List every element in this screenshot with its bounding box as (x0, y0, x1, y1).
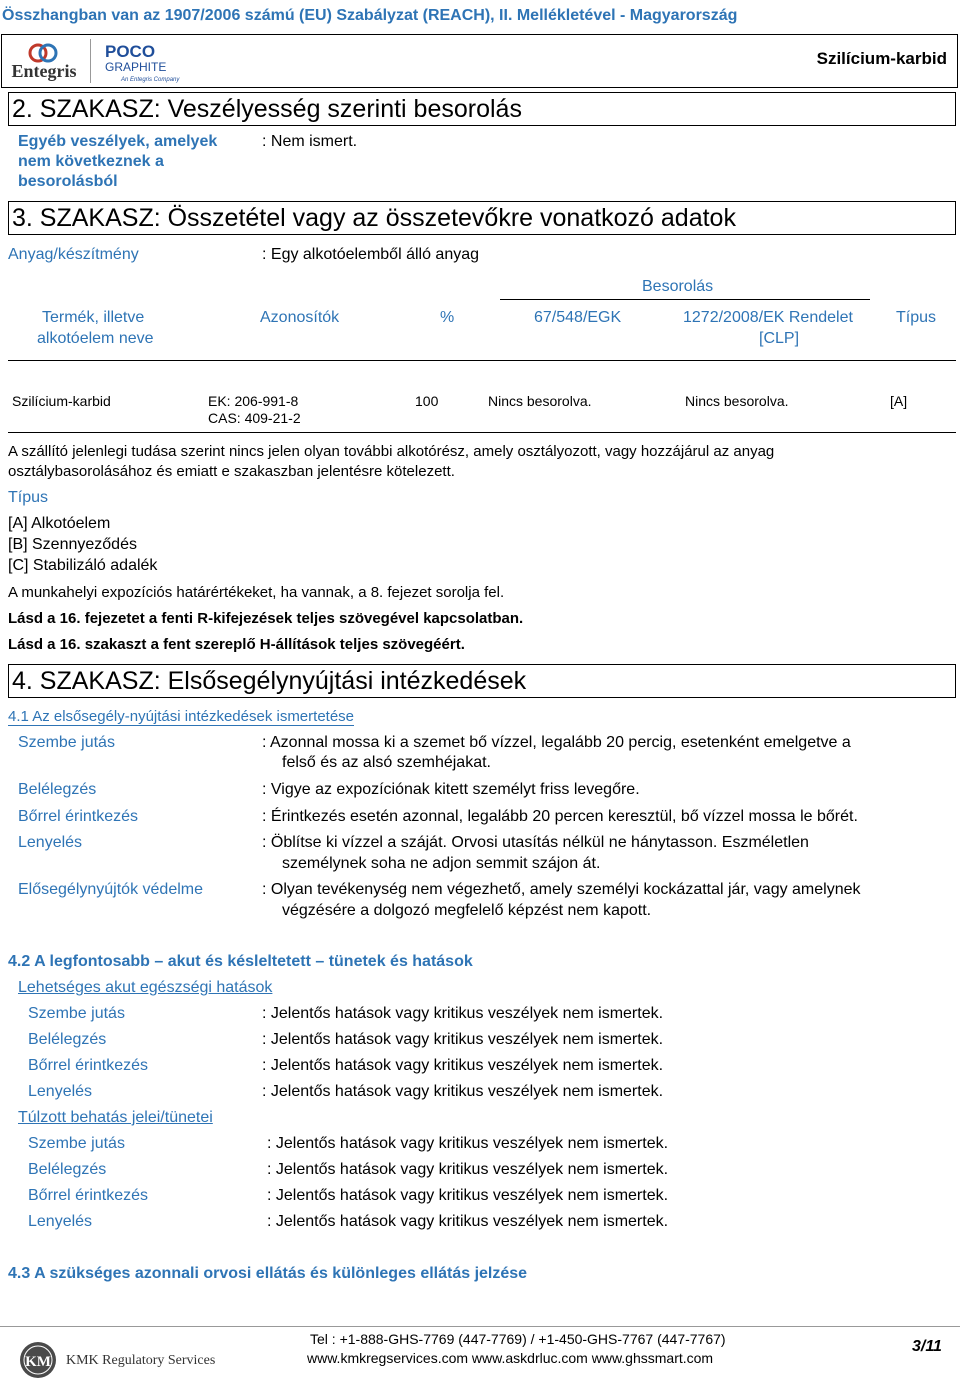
row-cas-number: CAS: 409-21-2 (208, 410, 301, 426)
page-number: 3/11 (912, 1338, 942, 1355)
row-name: Szilícium-karbid (12, 393, 111, 409)
col-percent: % (440, 309, 455, 326)
entegris-logo (8, 41, 80, 83)
col-type: Típus (896, 309, 937, 326)
col-67-548-egk: 67/548/EGK (534, 309, 622, 326)
acute-inhalation-label: Belélegzés (28, 1031, 107, 1048)
poco-logo-text: POCO (105, 42, 156, 61)
exposure-limits-note: A munkahelyi expozíciós határértékeket, ha vannak, a 8. fejezet sorolja fel. (8, 584, 505, 601)
over-eye-value: : Jelentős hatások vagy kritikus veszélyek nem ismertek. (267, 1135, 669, 1152)
document-regulation-title: Összhangban van az 1907/2006 számú (EU) Szabályzat (REACH), II. Mellékletével - Magyarország (2, 7, 738, 24)
row-type: [A] (890, 393, 908, 409)
ingestion-value-1: : Öblítse ki vízzel a száját. Orvosi utasítás nélkül ne hánytasson. Eszméletlen (262, 834, 809, 851)
overexposure-heading: Túlzott behatás jelei/tünetei (18, 1109, 213, 1126)
ingestion-value-2: személynek soha ne adjon semmit szájon át. (282, 855, 601, 872)
eye-contact-value-1: : Azonnal mossa ki a szemet bő vízzel, legalább 20 percig, esetenként emelgetve a (262, 734, 851, 751)
row-percent: 100 (415, 393, 439, 409)
section-4-heading: 4. SZAKASZ: Elsősegélynyújtási intézkedések (8, 664, 956, 698)
skin-contact-value: : Érintkezés esetén azonnal, legalább 20 percen keresztül, bő vízzel mossa le bőrét. (262, 808, 858, 825)
over-ingestion-value: : Jelentős hatások vagy kritikus veszélyek nem ismertek. (267, 1213, 669, 1230)
classification-heading: Besorolás (642, 278, 714, 295)
row-clp: Nincs besorolva. (685, 393, 789, 409)
supplier-note-1: A szállító jelenlegi tudása szerint nincs jelen olyan további alkotórész, amely osztályozott, vagy hozzájárul az anyag (8, 443, 775, 460)
col-clp-1: 1272/2008/EK Rendelet (683, 309, 853, 326)
acute-effects-heading: Lehetséges akut egészségi hatások (18, 979, 273, 996)
over-ingestion-label: Lenyelés (28, 1213, 93, 1230)
row-ek-number: EK: 206-991-8 (208, 393, 299, 409)
footer-telephone: Tel : +1-888-GHS-7769 (447-7769) / +1-450-GHS-7767 (447-7767) (310, 1331, 726, 1347)
first-aider-protection-value-2: végzésére a dolgozó megfelelő képzést nem kapott. (282, 902, 652, 919)
other-hazards-value: : Nem ismert. (262, 133, 358, 150)
footer-divider (0, 1326, 960, 1327)
eye-contact-label: Szembe jutás (18, 734, 115, 751)
see-section-16-h: Lásd a 16. szakaszt a fent szereplő H-állítások teljes szövegéért. (8, 636, 465, 653)
table-header-rule (8, 360, 956, 361)
acute-eye-label: Szembe jutás (28, 1005, 125, 1022)
page-header (1, 34, 958, 88)
product-name: Szilícium-karbid (816, 49, 947, 68)
substance-label: Anyag/készítmény (8, 246, 139, 263)
type-legend-c: [C] Stabilizáló adalék (8, 557, 158, 574)
footer-websites: www.kmkregservices.com www.askdrluc.com www.ghssmart.com (307, 1350, 714, 1366)
logo-divider (90, 39, 91, 83)
poco-graphite-logo (97, 41, 197, 83)
subsection-4-3-heading: 4.3 A szükséges azonnali orvosi ellátás és különleges ellátás jelzése (8, 1265, 528, 1282)
other-hazards-label-1: Egyéb veszélyek, amelyek (18, 133, 218, 150)
kmk-logo-text: KMK Regulatory Services (66, 1353, 216, 1368)
section-2-heading: 2. SZAKASZ: Veszélyesség szerinti besorolás (8, 92, 956, 126)
type-legend-heading: Típus (8, 489, 49, 506)
col-name-2: alkotóelem neve (37, 330, 154, 347)
acute-ingestion-value: : Jelentős hatások vagy kritikus veszélyek nem ismertek. (262, 1083, 664, 1100)
substance-value: : Egy alkotóelemből álló anyag (262, 246, 480, 263)
classification-rule (500, 299, 870, 300)
row-dsd: Nincs besorolva. (488, 393, 592, 409)
subsection-4-2-heading: 4.2 A legfontosabb – akut és késleltetett – tünetek és hatások (8, 953, 473, 970)
over-skin-value: : Jelentős hatások vagy kritikus veszélyek nem ismertek. (267, 1187, 669, 1204)
ingestion-label: Lenyelés (18, 834, 83, 851)
section-3-heading: 3. SZAKASZ: Összetétel vagy az összetevőkre vonatkozó adatok (8, 201, 956, 235)
over-skin-label: Bőrrel érintkezés (28, 1187, 149, 1204)
inhalation-label: Belélegzés (18, 781, 97, 798)
supplier-note-2: osztálybasorolásához és emiatt e szakaszban jelentésre kötelezett. (8, 463, 455, 480)
skin-contact-label: Bőrrel érintkezés (18, 808, 139, 825)
col-clp-2: [CLP] (759, 330, 800, 347)
subsection-4-1-heading: 4.1 Az elsősegély-nyújtási intézkedések ismertetése (8, 708, 355, 725)
kmk-logo-mark: KM (25, 1354, 51, 1370)
acute-skin-label: Bőrrel érintkezés (28, 1057, 149, 1074)
entegris-company-text: An Entegris Company (121, 77, 180, 83)
table-bottom-rule (8, 432, 956, 433)
other-hazards-label-2: nem következnek a (18, 153, 164, 170)
graphite-logo-text: GRAPHITE (105, 60, 167, 74)
kmk-logo-icon (16, 1340, 62, 1380)
type-legend-a: [A] Alkotóelem (8, 515, 111, 532)
over-inhalation-label: Belélegzés (28, 1161, 107, 1178)
acute-inhalation-value: : Jelentős hatások vagy kritikus veszélyek nem ismertek. (262, 1031, 664, 1048)
col-name-1: Termék, illetve (42, 309, 145, 326)
first-aider-protection-value-1: : Olyan tevékenység nem végezhető, amely személyi kockázattal jár, vagy amelynek (262, 881, 861, 898)
see-section-16-r: Lásd a 16. fejezetet a fenti R-kifejezések teljes szövegével kapcsolatban. (8, 610, 524, 627)
over-inhalation-value: : Jelentős hatások vagy kritikus veszélyek nem ismertek. (267, 1161, 669, 1178)
acute-skin-value: : Jelentős hatások vagy kritikus veszélyek nem ismertek. (262, 1057, 664, 1074)
other-hazards-label-3: besorolásból (18, 173, 118, 190)
col-identifiers: Azonosítók (260, 309, 340, 326)
over-eye-label: Szembe jutás (28, 1135, 125, 1152)
inhalation-value: : Vigye az expozíciónak kitett személyt friss levegőre. (262, 781, 640, 798)
acute-eye-value: : Jelentős hatások vagy kritikus veszélyek nem ismertek. (262, 1005, 664, 1022)
acute-ingestion-label: Lenyelés (28, 1083, 93, 1100)
type-legend-b: [B] Szennyeződés (8, 536, 137, 553)
eye-contact-value-2: felső és az alsó szemhéjakat. (282, 754, 491, 771)
entegris-logo-text: Entegris (11, 61, 77, 81)
first-aider-protection-label: Elősegélynyújtók védelme (18, 881, 203, 898)
